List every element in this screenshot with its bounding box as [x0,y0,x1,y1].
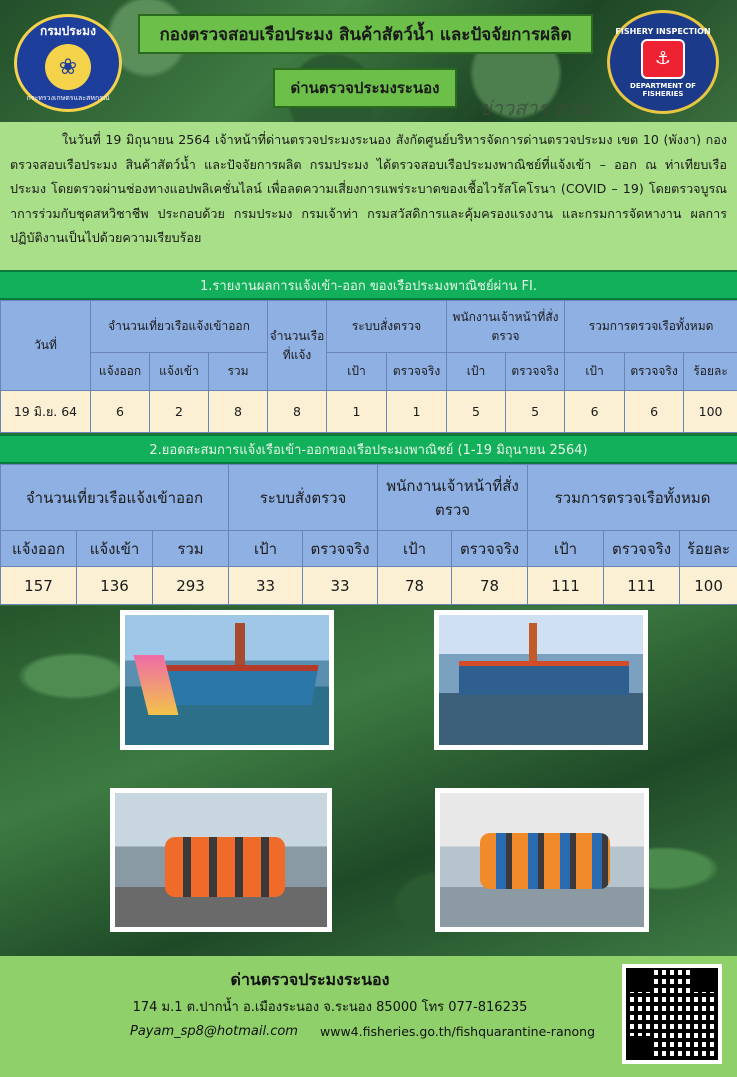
header-actual: ตรวจจริง [604,531,680,567]
cell-total-actual: 6 [625,391,684,433]
cell-sum: 8 [209,391,268,433]
photo-crew-2 [435,788,649,932]
emblem-icon: ❀ [45,44,91,90]
header-actual: ตรวจจริง [452,531,528,567]
cell-in: 136 [77,567,153,605]
fishery-inspection-logo [607,10,719,114]
header-sum: รวม [209,353,268,391]
header-percent: ร้อยละ [684,353,737,391]
header-date: วันที่ [1,301,91,391]
header-actual: ตรวจจริง [387,353,447,391]
cell-out: 6 [91,391,150,433]
department-of-fisheries-logo [14,14,122,112]
header-actual: ตรวจจริง [625,353,684,391]
footer-email[interactable]: Payam_sp8@hotmail.com [130,1024,298,1039]
footer-address: 174 ม.1 ต.ปากน้ำ อ.เมืองระนอง จ.ระนอง 85000 โทร 077-816235 [132,1000,528,1015]
header-actual: ตรวจจริง [506,353,565,391]
header-trips: จำนวนเที่ยวเรือแจ้งเข้าออก [91,301,268,353]
intro-paragraph: ในวันที่ 19 มิถุนายน 2564 เจ้าหน้าที่ด่านตรวจประมงระนอง สังกัดศูนย์บริหารจัดการด่านตรวจประมง เขต 10 (พังงา) กองตรวจสอบเรือประมง สินค้าสัตว์น้ำ และปัจจัยการผลิต กรมประมง ได้ตรวจสอบเรือประมงพาณิชย์ที่แจ้งเข้า – ออก ณ ท่าเทียบเรือประมง โดยตรวจผ่านช่องทางแอปพลิเคชั่นไลน์ เพื่อลดความเสี่ยงการแพร่ระบาดของเชื้อไวรัสโคโรนา (COVID – 19) โดยตรวจบูรณาการร่วมกับชุดสหวิชาชีพ ประกอบด้วย กรมประมง กรมเจ้าท่า กรมสวัสดิการและคุ้มครองแรงงาน และกรมการจัดหางาน ผลการปฏิบัติงานเป็นไปด้วยความเรียบร้อย [0,122,737,270]
header-staff-ordered: พนักงานเจ้าหน้าที่สั่งตรวจ [378,465,528,531]
cell-staff-target: 5 [447,391,506,433]
cell-staff-target: 78 [378,567,452,605]
header-out: แจ้งออก [1,531,77,567]
cell-staff-actual: 78 [452,567,528,605]
cumulative-report-table [0,464,737,605]
cell-out: 157 [1,567,77,605]
cell-sum: 293 [153,567,229,605]
cell-staff-actual: 5 [506,391,565,433]
watermark-text: ข่าวสาร ด่าน [478,96,593,120]
footer-website[interactable]: www4.fisheries.go.th/fishquarantine-ranong [320,1024,596,1039]
header-order-system: ระบบสั่งตรวจ [327,301,447,353]
header-target: เป้า [378,531,452,567]
daily-report-table [0,300,737,433]
header-actual: ตรวจจริง [303,531,378,567]
header-target: เป้า [229,531,303,567]
logo-left-top-text: กรมประมง [40,24,96,38]
header-order-system: ระบบสั่งตรวจ [229,465,378,531]
cell-total-target: 6 [565,391,625,433]
table-row [1,391,737,433]
header-sum: รวม [153,531,229,567]
header-out: แจ้งออก [91,353,150,391]
photo-boat-1 [120,610,334,750]
cell-percent: 100 [684,391,737,433]
cell-system-actual: 1 [387,391,447,433]
section1-heading: 1.รายงานผลการแจ้งเข้า-ออก ของเรือประมงพาณิชย์ผ่าน FI. [0,270,737,300]
cell-date: 19 มิ.ย. 64 [1,391,91,433]
header-boats: จำนวนเรือที่แจ้ง [268,301,327,391]
cell-percent: 100 [680,567,737,605]
anchor-icon: ⚓ [641,39,685,79]
section2-heading: 2.ยอดสะสมการแจ้งเรือเข้า-ออกของเรือประมงพาณิชย์ (1-19 มิถุนายน 2564) [0,434,737,464]
header-target: เป้า [447,353,506,391]
cell-system-target: 33 [229,567,303,605]
qr-code-icon [622,964,722,1064]
header-target: เป้า [327,353,387,391]
cell-total-actual: 111 [604,567,680,605]
cell-total-target: 111 [528,567,604,605]
cell-system-actual: 33 [303,567,378,605]
header-target: เป้า [528,531,604,567]
header-total-inspect: รวมการตรวจเรือทั้งหมด [528,465,737,531]
cell-boats: 8 [268,391,327,433]
header-trips: จำนวนเที่ยวเรือแจ้งเข้าออก [1,465,229,531]
header-in: แจ้งเข้า [77,531,153,567]
logo-left-bottom-text: กระทรวงเกษตรและสหกรณ์ [26,94,110,102]
header-staff-ordered: พนักงานเจ้าหน้าที่สั่งตรวจ [447,301,565,353]
footer-office-name: ด่านตรวจประมงระนอง [230,970,390,989]
header-total-inspect: รวมการตรวจเรือทั้งหมด [565,301,737,353]
cell-system-target: 1 [327,391,387,433]
table-row [1,567,737,605]
logo-right-bottom-text: DEPARTMENT OF FISHERIES [630,81,696,98]
header-banner [0,0,737,122]
header-in: แจ้งเข้า [150,353,209,391]
page-title: กองตรวจสอบเรือประมง สินค้าสัตว์น้ำ และปัจจัยการผลิต [138,14,593,54]
header-percent: ร้อยละ [680,531,737,567]
photo-boat-2 [434,610,648,750]
cell-in: 2 [150,391,209,433]
logo-right-top-text: FISHERY INSPECTION [615,26,711,36]
photo-crew-1 [110,788,332,932]
page-subtitle: ด่านตรวจประมงระนอง [273,68,457,108]
header-target: เป้า [565,353,625,391]
